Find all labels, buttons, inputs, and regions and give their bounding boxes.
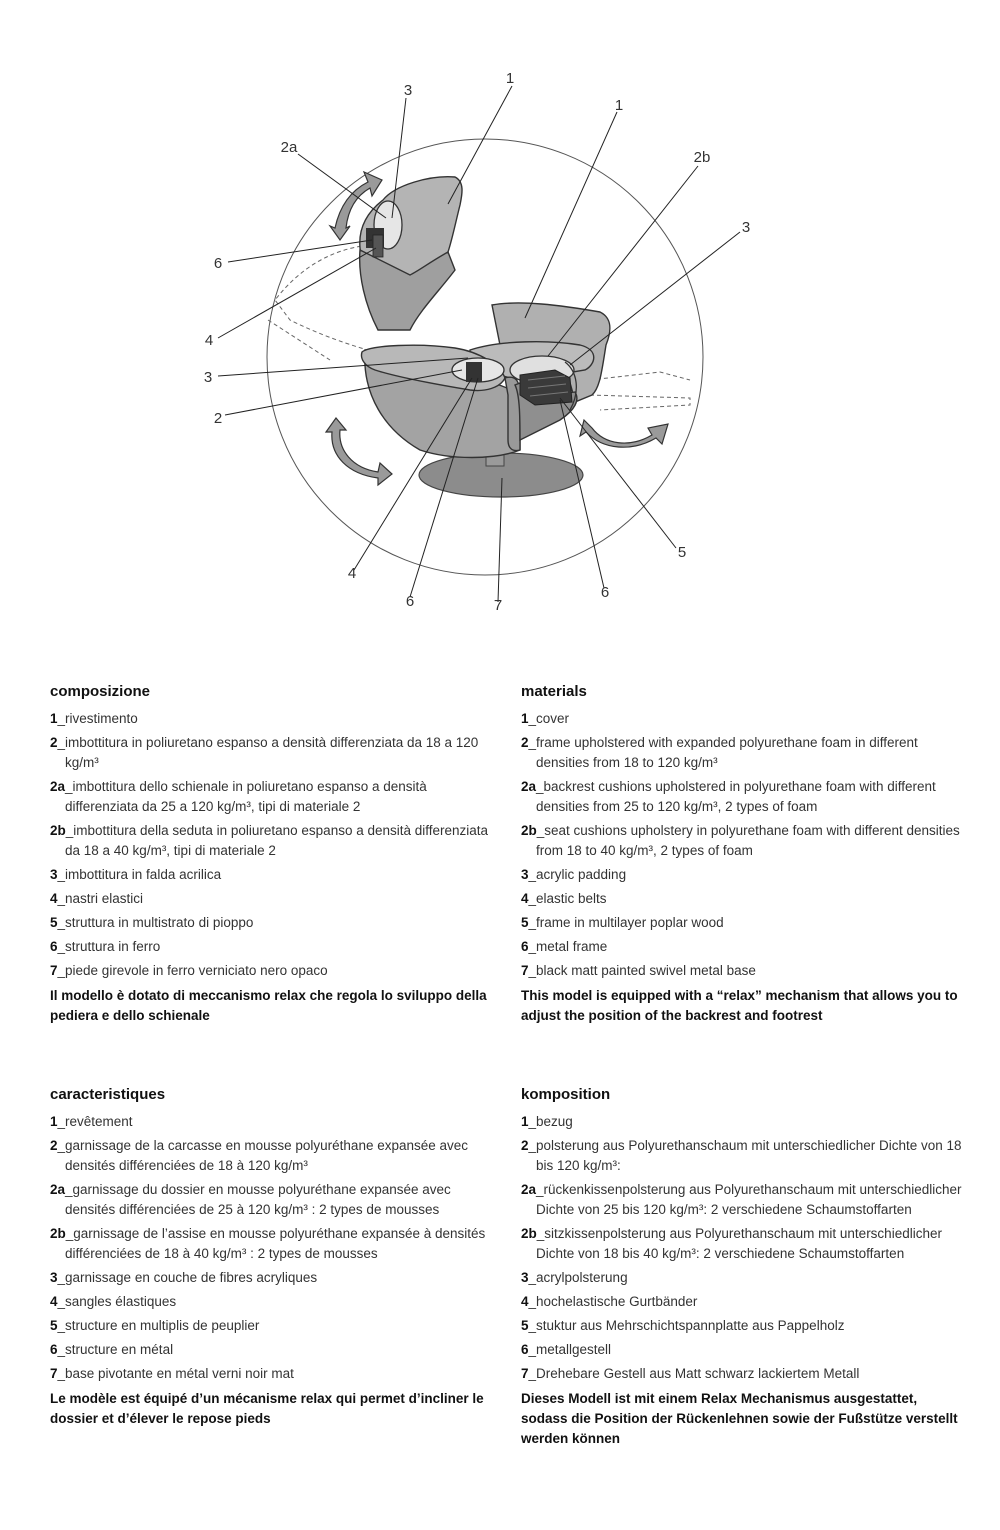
- spec-item: 3_acrylic padding: [521, 867, 627, 882]
- spec-item: 2a_rückenkissenpolsterung aus Polyurethanschaum mit unterschiedlicher Dichte von 25 bis 120 kg/m³: 2 verschiedene Schaumstoffarten: [521, 1182, 962, 1217]
- callout-label: 3: [203, 369, 213, 386]
- callout-label: 6: [213, 255, 223, 272]
- callout-label: 7: [493, 597, 503, 614]
- callout-label: 2a: [280, 139, 298, 156]
- section-title: materials: [521, 683, 587, 700]
- callout-label: 2: [213, 410, 223, 427]
- spec-item: 2a_garnissage du dossier en mousse polyuréthane expansée avec densités différenciées de 25 à 120 kg/m³ : 2 types de mousses: [50, 1182, 451, 1217]
- spec-item: 5_structure en multiplis de peuplier: [50, 1318, 260, 1333]
- spec-item: 2b_sitzkissenpolsterung aus Polyurethanschaum mit unterschiedlicher Dichte von 18 bis 40 kg/m³: 2 verschiedene Schaumstoffarten: [521, 1226, 942, 1261]
- spec-item: 6_metallgestell: [521, 1342, 612, 1357]
- relax-note: Dieses Modell ist mit einem Relax Mechanismus ausgestattet, sodass die Position der Rückenlehnen sowie der Fußstütze verstellt werden können: [521, 1391, 958, 1446]
- callout-label: 3: [403, 82, 413, 99]
- spec-item: 5_struttura in multistrato di pioppo: [50, 915, 254, 930]
- spec-item: 3_acrylpolsterung: [521, 1270, 628, 1285]
- spec-item: 7_black matt painted swivel metal base: [521, 963, 756, 978]
- section-german: [521, 1086, 966, 1463]
- spec-item: 2_polsterung aus Polyurethanschaum mit unterschiedlicher Dichte von 18 bis 120 kg/m³:: [521, 1138, 962, 1173]
- relax-note: This model is equipped with a “relax” mechanism that allows you to adjust the position of the backrest and footrest: [521, 988, 958, 1023]
- spec-item: 1_bezug: [521, 1114, 573, 1129]
- spec-item: 2a_backrest cushions upholstered in polyurethane foam with different densities from 25 to 120 kg/m³, 2 types of foam: [521, 779, 936, 814]
- spec-item: 4_elastic belts: [521, 891, 607, 906]
- spec-item: 6_structure en métal: [50, 1342, 174, 1357]
- relax-note: Il modello è dotato di meccanismo relax che regola lo sviluppo della pediera e dello schienale: [50, 988, 487, 1023]
- spec-item: 2_garnissage de la carcasse en mousse polyuréthane expansée avec densités différenciées de 18 à 120 kg/m³: [50, 1138, 469, 1173]
- callout-label: 3: [741, 219, 751, 236]
- spec-item: 1_cover: [521, 711, 570, 726]
- callout-label: 6: [405, 593, 415, 610]
- spec-item: 7_base pivotante en métal verni noir mat: [50, 1366, 294, 1381]
- spec-item: 7_Drehebare Gestell aus Matt schwarz lackiertem Metall: [521, 1366, 860, 1381]
- spec-item: 6_metal frame: [521, 939, 608, 954]
- section-italian: [50, 683, 490, 1040]
- leader-lines: [218, 86, 740, 602]
- section-title: composizione: [50, 683, 151, 700]
- callout-label: 1: [505, 70, 515, 87]
- callout-label: 1: [614, 97, 624, 114]
- spec-item: 3_garnissage en couche de fibres acryliques: [50, 1270, 318, 1285]
- section-french: [50, 1086, 490, 1443]
- callout-label: 4: [204, 332, 214, 349]
- spec-item: 7_piede girevole in ferro verniciato nero opaco: [50, 963, 328, 978]
- spec-item: 2_frame upholstered with expanded polyurethane foam in different densities from 18 to 120 kg/m³: [521, 735, 918, 770]
- spec-item: 1_rivestimento: [50, 711, 138, 726]
- spec-item: 2a_imbottitura dello schienale in poliuretano espanso a densità differenziata da 25 a 120 kg/m³, tipi di materiale 2: [50, 779, 427, 814]
- spec-item: 2b_garnissage de l’assise en mousse polyuréthane expansée à densités différenciées de 18 à 40 kg/m³ : 2 types de mousses: [50, 1226, 486, 1261]
- callout-label: 5: [677, 544, 687, 561]
- section-title: komposition: [521, 1086, 611, 1103]
- spec-item: 4_hochelastische Gurtbänder: [521, 1294, 698, 1309]
- spec-item: 4_sangles élastiques: [50, 1294, 177, 1309]
- armchair-diagram: [0, 0, 1000, 640]
- spec-item: 1_revêtement: [50, 1114, 133, 1129]
- spec-item: 6_struttura in ferro: [50, 939, 161, 954]
- callout-label: 6: [600, 584, 610, 601]
- spec-item: 5_frame in multilayer poplar wood: [521, 915, 724, 930]
- spec-item: 4_nastri elastici: [50, 891, 144, 906]
- section-english: [521, 683, 961, 1040]
- spec-item: 5_stuktur aus Mehrschichtspannplatte aus Pappelholz: [521, 1318, 845, 1333]
- relax-note: Le modèle est équipé d’un mécanisme relax qui permet d’incliner le dossier et d’élever le repose pieds: [50, 1391, 484, 1426]
- spec-item: 3_imbottitura in falda acrilica: [50, 867, 222, 882]
- spec-item: 2_imbottitura in poliuretano espanso a densità differenziata da 18 a 120 kg/m³: [50, 735, 479, 770]
- callout-label: 2b: [693, 149, 711, 166]
- spec-item: 2b_seat cushions upholstery in polyurethane foam with different densities from 18 to 40 kg/m³, 2 types of foam: [521, 823, 960, 858]
- callout-label: 4: [347, 565, 357, 582]
- spec-item: 2b_imbottitura della seduta in poliuretano espanso a densità differenziata da 18 a 40 kg/m³, tipi di materiale 2: [50, 823, 489, 858]
- section-title: caracteristiques: [50, 1086, 166, 1103]
